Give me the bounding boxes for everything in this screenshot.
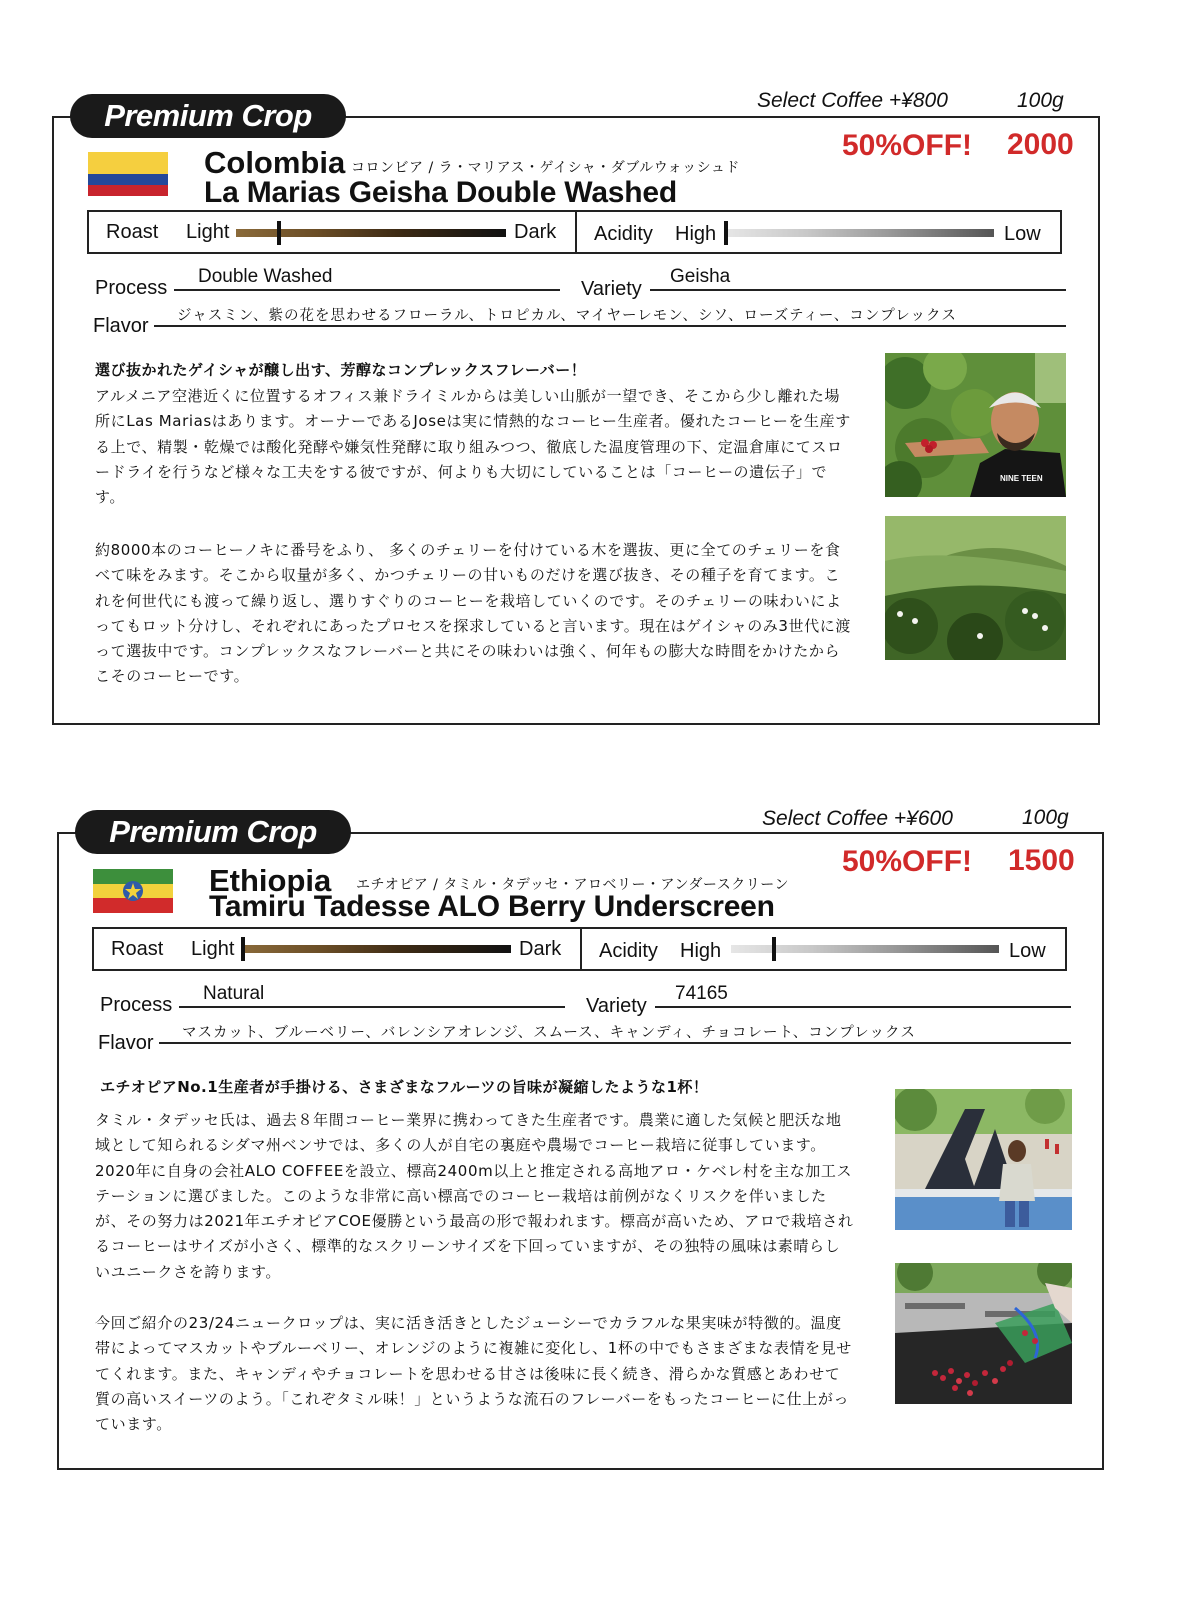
weight-label: 100g (1017, 89, 1064, 112)
variety-value: 74165 (675, 983, 728, 1004)
roast-level-marker (241, 937, 245, 961)
description-paragraph-2: 今回ご紹介の23/24ニュークロップは、実に活き活きとしたジューシーでカラフルな果実味が特徴的。温度帯によってマスカットやブルーベリー、オレンジのように複雑に変化し、1杯の中でもさまざまな表情を見せてくれます。また、キャンディやチョコレートを思わせる甘さは後味に長く続き、滑らかな質感とあわせて質の高いスイーツのよう。「これぞタミル味！」というような流石のフレーバーをもったコーヒーに仕上がっています。 (95, 1314, 852, 1434)
roast-dark-label: Dark (519, 938, 562, 960)
variety-line (650, 289, 1066, 291)
weight-label: 100g (1022, 806, 1069, 829)
process-label: Process (100, 994, 173, 1016)
shirt-text: NINE TEEN (1000, 474, 1043, 483)
acidity-label: Acidity (594, 223, 653, 245)
description-headline: 選び抜かれたゲイシャが醸し出す、芳醇なコンプレックスフレーバー！ (95, 361, 587, 379)
description-paragraph-1: タミル・タデッセ氏は、過去８年間コーヒー業界に携わってきた生産者です。農業に適した気候と肥沃な地域として知られるシダマ州ベンサでは、多くの人が自宅の裏庭や農場でコーヒー栽培に従事しています。2020年に自身の会社ALO COFFEEを設立、標高2400m以上と推定される高地アロ・ケベレ村を主な加工ステーションに選びました。このような非常に高い標高でのコーヒー栽培は前例がなくリスクを伴いましたが、その努力は2021年エチオピアCOE優勝という最高の形で報われます。標高が高いため、アロで栽培されるコーヒーはサイズが小さく、標準的なスクリーンサイズを下回っていますが、その独特の風味は素晴らしいユニークさを誇ります。 (95, 1111, 854, 1281)
country-name: Colombia (204, 145, 346, 180)
variety-value: Geisha (670, 266, 731, 287)
process-value: Natural (203, 983, 265, 1004)
flavor-value: マスカット、ブルーベリー、バレンシアオレンジ、スムース、キャンディ、チョコレート、コンプレックス (182, 1025, 916, 1041)
variety-label: Variety (581, 278, 642, 300)
select-coffee-label: Select Coffee +¥600 (762, 807, 953, 830)
roast-light-label: Light (191, 938, 235, 960)
flavor-value: ジャスミン、紫の花を思わせるフローラル、トロピカル、マイヤーレモン、シソ、ローズティー、コンプレックス (177, 308, 957, 324)
flavor-label: Flavor (98, 1032, 154, 1054)
premium-crop-badge: Premium Crop (70, 94, 346, 138)
description-paragraph-2: 約8000本のコーヒーノキに番号をふり、 多くのチェリーを付けている木を選抜、更に全てのチェリーを食べて味をみます。そこから収量が多く、かつチェリーの甘いものだけを選び抜き、その種子を育てます。これを何世代にも渡って繰り返し、選りすぐりのコーヒーを栽培していくのです。そのチェリーの味わいによってもロット分けし、それぞれにあったプロセスを探求していると言います。現在はゲイシャのみ3世代に渡って選抜中です。コンプレックスなフレーバーと共にその味わいは強く、何年もの膨大な時間をかけたからこそのコーヒーです。 (95, 541, 851, 686)
producer-photo (895, 1089, 1072, 1230)
acidity-low-label: Low (1009, 940, 1046, 962)
acidity-high-label: High (675, 223, 717, 245)
acidity-high-label: High (680, 940, 722, 962)
acidity-level-marker (772, 937, 776, 961)
roast-dark-label: Dark (514, 221, 557, 243)
roast-level-marker (277, 221, 281, 245)
process-label: Process (95, 277, 168, 299)
roast-gradient-bar (241, 945, 511, 953)
roast-label: Roast (111, 938, 164, 960)
description-headline: エチオピアNo.1生産者が手掛ける、さまざまなフルーツの旨味が凝縮したような1杯！ (100, 1078, 709, 1096)
acidity-label: Acidity (599, 940, 658, 962)
product-name-katakana: コロンビア / ラ・マリアス・ゲイシャ・ダブルウォッシュド (351, 160, 740, 176)
acidity-gradient-bar (726, 229, 994, 237)
process-line (179, 1006, 565, 1008)
flavor-line (159, 1042, 1071, 1044)
farm-landscape-photo (885, 516, 1066, 660)
roast-light-label: Light (186, 221, 230, 243)
price-label: 1500 (1008, 844, 1075, 877)
premium-crop-badge: Premium Crop (75, 810, 351, 854)
flavor-label: Flavor (93, 315, 149, 337)
discount-label: 50%OFF! (842, 129, 973, 162)
acidity-low-label: Low (1004, 223, 1041, 245)
product-name: Tamiru Tadesse ALO Berry Underscreen (209, 890, 775, 923)
product-name-katakana: エチオピア / タミル・タデッセ・アロベリー・アンダースクリーン (356, 877, 789, 893)
variety-line (655, 1006, 1071, 1008)
discount-label: 50%OFF! (842, 845, 973, 878)
producer-photo (885, 353, 1066, 497)
process-line (174, 289, 560, 291)
select-coffee-label: Select Coffee +¥800 (757, 89, 948, 112)
scale-divider (580, 929, 582, 969)
roast-label: Roast (106, 221, 159, 243)
acidity-level-marker (724, 221, 728, 245)
scale-divider (575, 212, 577, 252)
product-name: La Marias Geisha Double Washed (204, 176, 678, 209)
ethiopia-flag-icon (93, 869, 173, 913)
colombia-flag-icon (88, 152, 168, 196)
country-name: Ethiopia (209, 863, 332, 898)
cherry-drying-photo (895, 1263, 1072, 1404)
flavor-line (154, 325, 1066, 327)
description-paragraph-1: アルメニア空港近くに位置するオフィス兼ドライミルからは美しい山脈が一望でき、そこから少し離れた場所にLas Mariasはあります。オーナーであるJoseは実に情熱的なコーヒー生産者。優れたコーヒーを生産する上で、精製・乾燥では酸化発酵や嫌気性発酵に取り組みつつ、徹底した温度管理の下、定温倉庫にてスロードライを行うなど様々な工夫をする彼ですが、何よりも大切にしていることは「コーヒーの遺伝子」です。 (95, 387, 851, 507)
process-value: Double Washed (198, 266, 333, 287)
price-label: 2000 (1007, 128, 1074, 161)
variety-label: Variety (586, 995, 647, 1017)
